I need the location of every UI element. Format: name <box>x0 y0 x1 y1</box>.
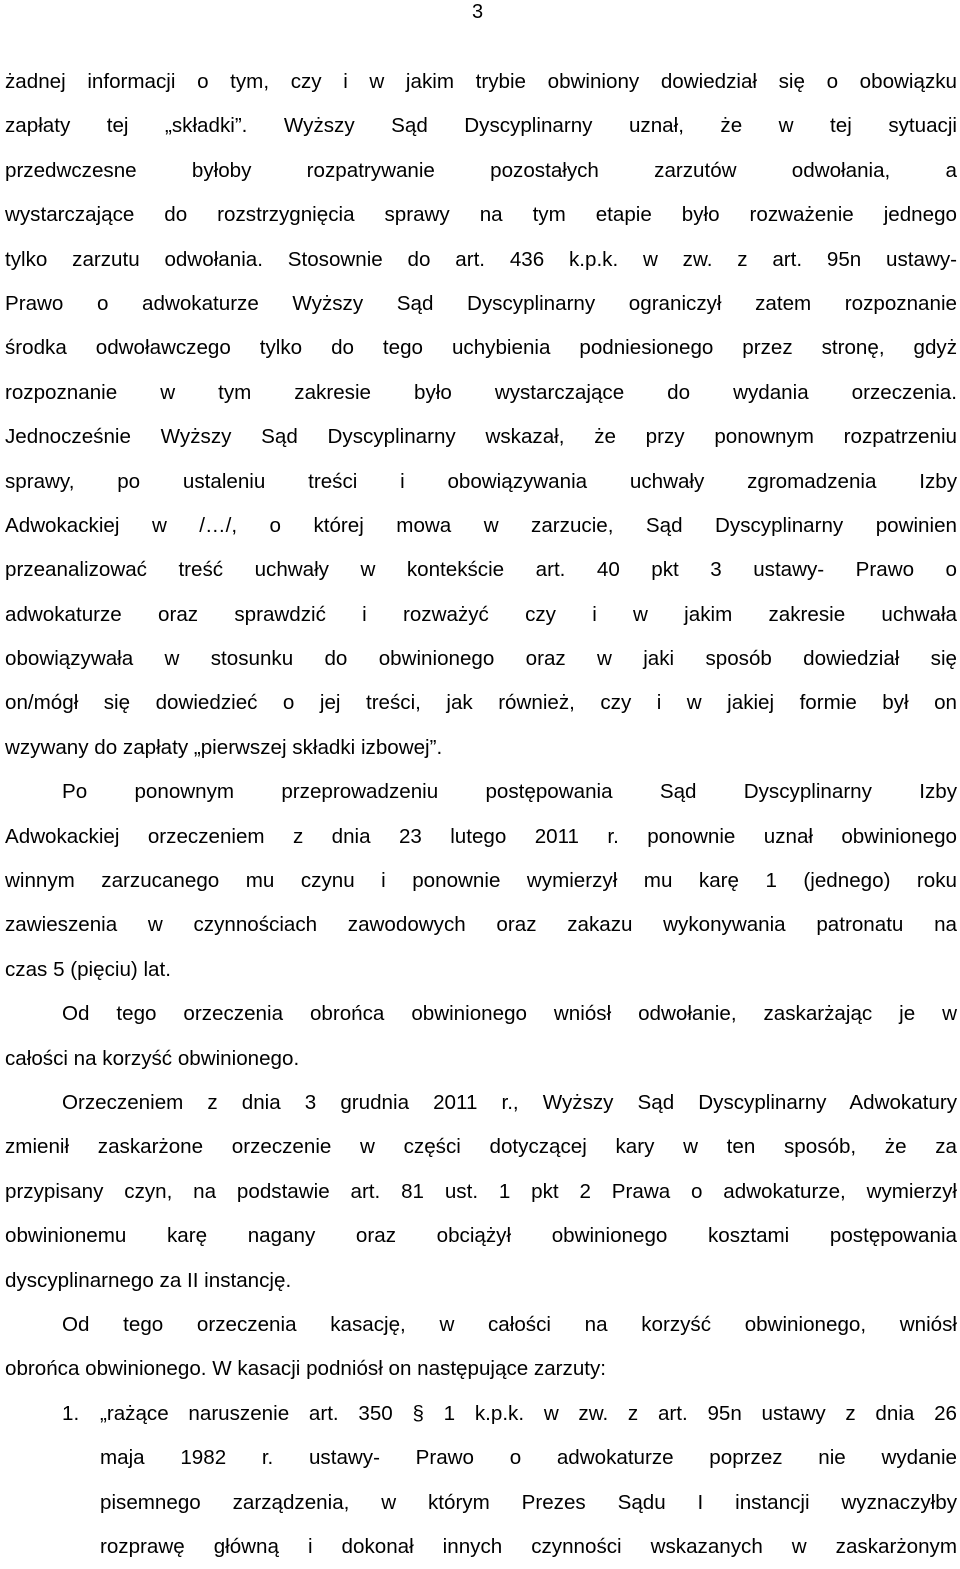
paragraph <box>5 770 957 992</box>
page-number: 3 <box>472 1 484 23</box>
text-line: obowiązywała w stosunku do obwinionego oraz w jaki sposób dowiedział się <box>5 647 957 671</box>
text-line: dyscyplinarnego za II instancję. <box>5 1268 292 1292</box>
paragraph <box>5 1081 957 1303</box>
text-line: maja 1982 r. ustawy- Prawo o adwokaturze poprzez nie wydanie <box>100 1446 957 1470</box>
text-line: Orzeczeniem z dnia 3 grudnia 2011 r., Wyższy Sąd Dyscyplinarny Adwokatury <box>62 1090 957 1114</box>
text-line: całości na korzyść obwinionego. <box>5 1046 300 1070</box>
text-line: czas 5 (pięciu) lat. <box>5 957 171 981</box>
text-line: zmienił zaskarżone orzeczenie w części dotyczącej kary w ten sposób, że za <box>5 1135 957 1159</box>
text-line: sprawy, po ustaleniu treści i obowiązywania uchwały zgromadzenia Izby <box>5 469 957 493</box>
text-line: Jednocześnie Wyższy Sąd Dyscyplinarny wskazał, że przy ponownym rozpatrzeniu <box>5 425 957 449</box>
text-line: „rażące naruszenie art. 350 § 1 k.p.k. w zw. z art. 95n ustawy z dnia 26 <box>100 1401 957 1425</box>
text-line: Adwokackiej orzeczeniem z dnia 23 lutego 2011 r. ponownie uznał obwinionego <box>5 824 957 848</box>
text-line: rozprawę główną i dokonał innych czynności wskazanych w zaskarżonym <box>100 1534 957 1558</box>
text-line: Od tego orzeczenia obrońca obwinionego wniósł odwołanie, zaskarżając je w <box>62 1002 957 1026</box>
text-line: winnym zarzucanego mu czynu i ponownie wymierzył mu karę 1 (jednego) roku <box>5 869 957 893</box>
text-line: adwokaturze oraz sprawdzić i rozważyć czy i w jakim zakresie uchwała <box>5 602 957 626</box>
text-line: Po ponownym przeprowadzeniu postępowania Sąd Dyscyplinarny Izby <box>62 780 957 804</box>
paragraph <box>5 992 957 1081</box>
text-line: przedwczesne byłoby rozpatrywanie pozostałych zarzutów odwołania, a <box>5 158 957 182</box>
text-line: rozpoznanie w tym zakresie było wystarczające do wydania orzeczenia. <box>5 380 957 404</box>
text-line: Prawo o adwokaturze Wyższy Sąd Dyscyplinarny ograniczył zatem rozpoznanie <box>5 291 957 315</box>
list-item <box>5 1392 957 1569</box>
text-line: wzywany do zapłaty „pierwszej składki izbowej”. <box>5 735 443 759</box>
text-line: przeanalizować treść uchwały w kontekście art. 40 pkt 3 ustawy- Prawo o <box>5 558 957 582</box>
text-line: on/mógł się dowiedzieć o jej treści, jak również, czy i w jakiej formie był on <box>5 691 957 715</box>
text-line: zawieszenia w czynnościach zawodowych oraz zakazu wykonywania patronatu na <box>5 913 957 937</box>
text-line: Od tego orzeczenia kasację, w całości na korzyść obwinionego, wniósł <box>62 1312 957 1336</box>
document-body <box>5 60 957 1569</box>
text-line: obwinionemu karę nagany oraz obciążył obwinionego kosztami postępowania <box>5 1224 957 1248</box>
text-line: zapłaty tej „składki”. Wyższy Sąd Dyscyplinarny uznał, że w tej sytuacji <box>5 114 957 138</box>
list-number: 1. <box>62 1401 80 1425</box>
paragraph <box>5 1303 957 1392</box>
text-line: wystarczające do rozstrzygnięcia sprawy na tym etapie było rozważenie jednego <box>5 203 957 227</box>
text-line: żadnej informacji o tym, czy i w jakim trybie obwiniony dowiedział się o obowiązku <box>5 70 957 93</box>
text-line: obrońca obwinionego. W kasacji podniósł on następujące zarzuty: <box>5 1357 607 1381</box>
text-line: Adwokackiej w /…/, o której mowa w zarzucie, Sąd Dyscyplinarny powinien <box>5 513 957 537</box>
text-line: pisemnego zarządzenia, w którym Prezes Sądu I instancji wyznaczyłby <box>100 1490 957 1514</box>
text-line: tylko zarzutu odwołania. Stosownie do art. 436 k.p.k. w zw. z art. 95n ustawy- <box>5 247 957 271</box>
text-line: środka odwoławczego tylko do tego uchybienia podniesionego przez stronę, gdyż <box>5 336 957 360</box>
paragraph <box>5 60 957 770</box>
text-line: przypisany czyn, na podstawie art. 81 ust. 1 pkt 2 Prawa o adwokaturze, wymierzył <box>5 1179 957 1203</box>
